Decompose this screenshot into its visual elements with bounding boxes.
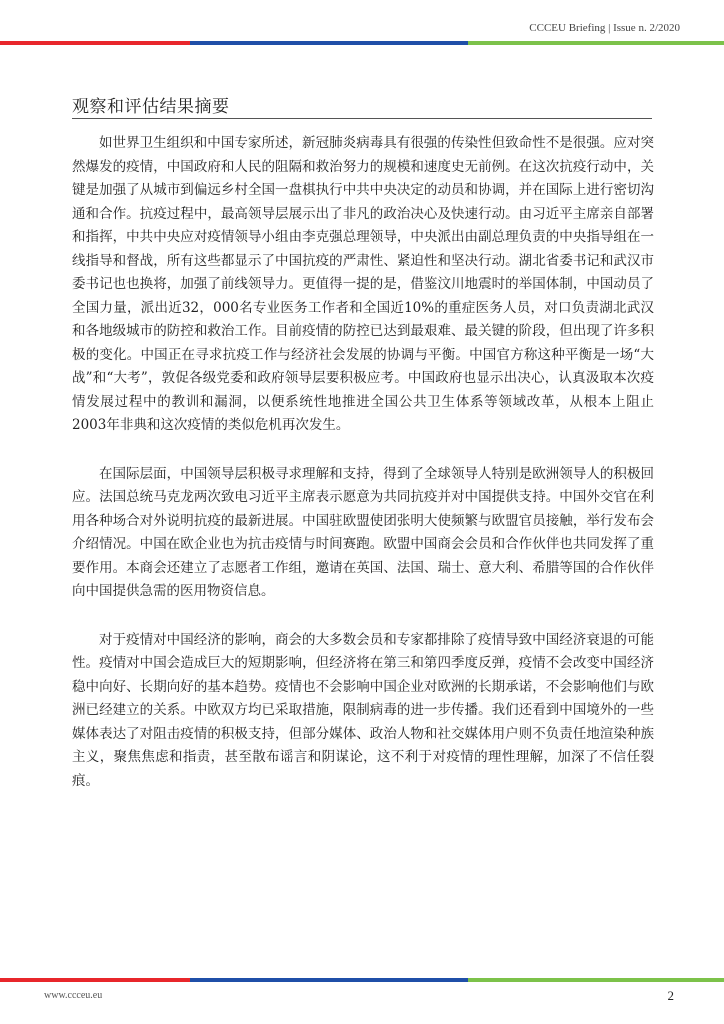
- paragraph-1: 如世界卫生组织和中国专家所述，新冠肺炎病毒具有很强的传染性但致命性不是很强。应对突然爆发的疫情，中国政府和人民的阻隔和救治努力的规模和速度史无前例。在这次抗疫行动中，关键是加强了从城市到偏远乡村全国一盘棋执行中共中央决定的动员和协调，并在国际上进行密切沟通和合作。抗疫过程中，最高领导层展示出了非凡的政治决心及快速行动。由习近平主席亲自部署和指挥，中共中央应对疫情领导小组由李克强总理领导，中央派出由副总理负责的中央指导组在一线指导和督战，所有这些都显示了中国抗疫的严肃性、紧迫性和坚决行动。湖北省委书记和武汉市委书记也也换将，加强了前线领导力。更值得一提的是，借鉴汶川地震时的举国体制，中国动员了全国力量，派出近32，000名专业医务工作者和全国近10%的重症医务人员，对口负责湖北武汉和各地级城市的防控和救治工作。目前疫情的防控已达到最艰难、最关键的阶段，但出现了许多积极的变化。中国正在寻求抗疫工作与经济社会发展的协调与平衡。中国官方称这种平衡是一场“大战”和“大考”，敦促各级党委和政府领导层要积极应考。中国政府也显示出决心，认真汲取本次疫情发展过程中的教训和漏洞，以便系统性地推进全国公共卫生体系等领域改革，从根本上阻止2003年非典和这次疫情的类似危机再次发生。: [72, 135, 654, 433]
- bottom-color-bar: [0, 978, 724, 982]
- top-bar-red-segment: [0, 41, 190, 45]
- footer-website-link[interactable]: www.ccceu.eu: [44, 990, 103, 1001]
- bottom-bar-green-segment: [468, 978, 724, 982]
- paragraph-2: 在国际层面，中国领导层积极寻求理解和支持，得到了全球领导人特别是欧洲领导人的积极回应。法国总统马克龙两次致电习近平主席表示愿意为共同抗疫并对中国提供支持。中国外交官在利用各种场合对外说明抗疫的最新进展。中国驻欧盟使团张明大使频繁与欧盟官员接触，举行发布会介绍情况。中国在欧企业也为抗击疫情与时间赛跑。欧盟中国商会会员和合作伙伴也共同发挥了重要作用。本商会还建立了志愿者工作组，邀请在英国、法国、瑞士、意大利、希腊等国的合作伙伴向中国提供急需的医用物资信息。: [72, 465, 654, 599]
- paragraph-3: 对于疫情对中国经济的影响，商会的大多数会员和专家都排除了疫情导致中国经济衰退的可能性。疫情对中国会造成巨大的短期影响，但经济将在第三和第四季度反弹，疫情不会改变中国经济稳中向好、长期向好的基本趋势。疫情也不会影响中国企业对欧洲的长期承诺，不会影响他们与欧洲已经建立的关系。中欧双方均已采取措施，限制病毒的进一步传播。我们还看到中国境外的一些媒体表达了对阻击疫情的积极支持，但部分媒体、政治人物和社交媒体用户则不负责任地渲染种族主义，聚焦焦虑和指责，甚至散布谣言和阴谋论，这不利于对疫情的理性理解，加深了不信任裂痕。: [72, 631, 654, 789]
- top-color-bar: [0, 41, 724, 45]
- section-title: 观察和评估结果摘要: [72, 97, 230, 117]
- page-number: 2: [667, 988, 674, 1003]
- bottom-bar-red-segment: [0, 978, 190, 982]
- top-bar-green-segment: [468, 41, 724, 45]
- title-divider: [72, 118, 652, 119]
- body-content: [72, 132, 654, 818]
- top-bar-blue-segment: [190, 41, 468, 45]
- bottom-bar-blue-segment: [190, 978, 468, 982]
- publication-header: CCCEU Briefing | Issue n. 2/2020: [529, 22, 680, 34]
